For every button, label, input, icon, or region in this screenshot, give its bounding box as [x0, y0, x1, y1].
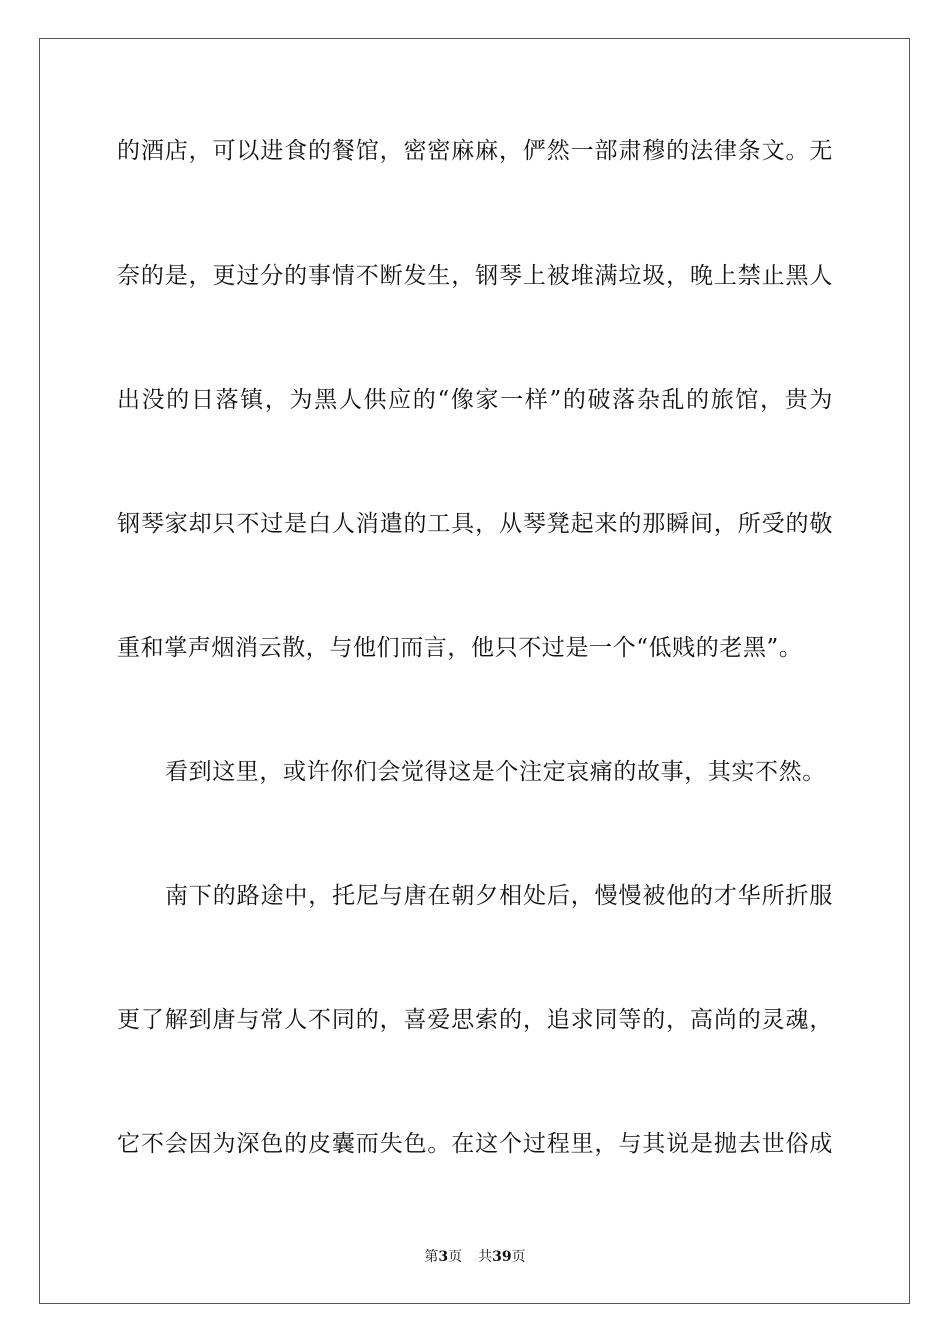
text-line-3: 出没的日落镇，为黑人供应的“像家一样”的破落杂乱的旅馆，贵为 [117, 387, 833, 413]
text-line-9: 它不会因为深色的皮囊而失色。在这个过程里，与其说是抛去世俗成 [117, 1131, 833, 1157]
text-line-5: 重和掌声烟消云散，与他们而言，他只不过是一个“低贱的老黑”。 [117, 635, 803, 661]
paragraph-start-1: 看到这里，或许你们会觉得这是个注定哀痛的故事，其实不然。 [165, 759, 826, 785]
total-page-count: 39 [492, 1249, 512, 1265]
text-line-4: 钢琴家却只不过是白人消遣的工具，从琴凳起来的那瞬间，所受的敬 [117, 511, 833, 537]
page-footer [0, 1248, 950, 1266]
page-label-prefix: 第 [424, 1249, 439, 1265]
total-label-prefix: 共 [478, 1249, 493, 1265]
total-label-suffix: 页 [511, 1249, 526, 1265]
paragraph-start-2: 南下的路途中，托尼与唐在朝夕相处后，慢慢被他的才华所折服 [165, 883, 833, 909]
current-page-number: 3 [438, 1249, 449, 1265]
text-line-8: 更了解到唐与常人不同的，喜爱思索的，追求同等的，高尚的灵魂， [117, 1007, 833, 1033]
page-border [39, 38, 910, 1304]
text-line-2: 奈的是，更过分的事情不断发生，钢琴上被堆满垃圾，晚上禁止黑人 [117, 263, 833, 289]
text-line-1: 的酒店，可以进食的餐馆，密密麻麻，俨然一部肃穆的法律条文。无 [117, 138, 833, 164]
page-label-suffix: 页 [448, 1249, 463, 1265]
